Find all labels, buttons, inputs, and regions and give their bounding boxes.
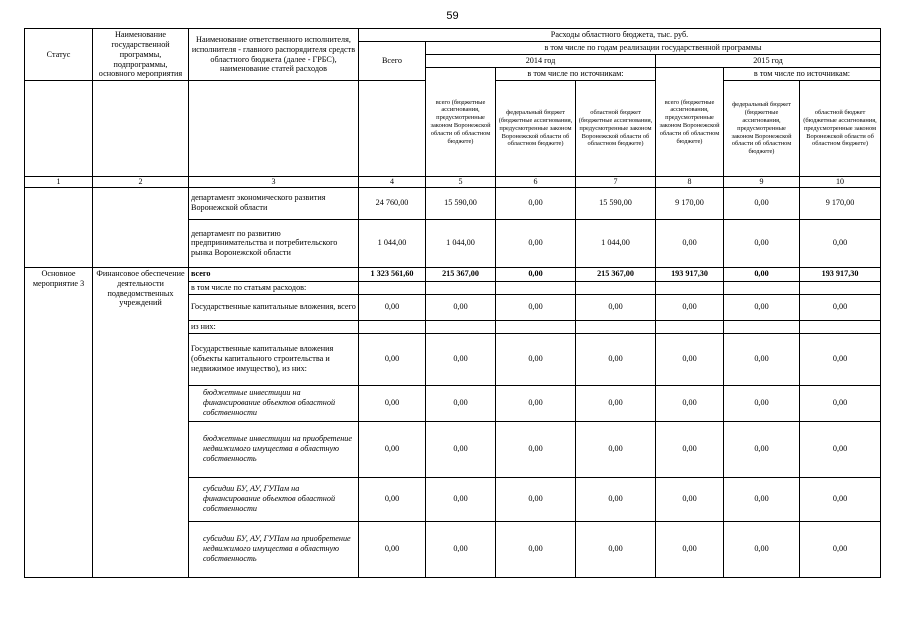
column-number: 1 [25, 177, 93, 188]
cell-value: 0,00 [800, 219, 881, 267]
cell-total: 1 323 561,60 [359, 267, 426, 281]
cell-value: 0,00 [496, 333, 576, 385]
cell-value: 0,00 [426, 333, 496, 385]
row-label: департамент экономического развития Воронежской области [189, 187, 359, 219]
cell-value: 1 044,00 [426, 219, 496, 267]
cell-value: 15 590,00 [426, 187, 496, 219]
table-row [25, 267, 881, 281]
cell-value: 0,00 [656, 385, 724, 421]
table-row [25, 219, 881, 267]
cell-value: 0,00 [576, 385, 656, 421]
cell-total: 1 044,00 [359, 219, 426, 267]
cell-value: 0,00 [724, 421, 800, 477]
cell-value: 0,00 [724, 294, 800, 320]
table-row [25, 187, 881, 219]
group-status: Основное мероприятие 3 [25, 267, 93, 577]
column-number: 4 [359, 177, 426, 188]
column-number: 8 [656, 177, 724, 188]
cell-value: 0,00 [800, 333, 881, 385]
column-number: 9 [724, 177, 800, 188]
cell-value: 0,00 [724, 187, 800, 219]
header-col8: всего (бюджетные ассигнования, предусмотренные законом Воронежской области об областном бюджете) [656, 67, 724, 176]
row-label: департамент по развитию предпринимательства и потребительского рынка Воронежской области [189, 219, 359, 267]
cell-value: 0,00 [656, 333, 724, 385]
header-col7: областной бюджет (бюджетные ассигнования, предусмотренные законом Воронежской области об областном бюджете) [576, 81, 656, 177]
header-by-sources-2014: в том числе по источникам: [496, 67, 656, 80]
cell-value: 0,00 [800, 385, 881, 421]
cell-value: 0,00 [576, 421, 656, 477]
cell-value: 193 917,30 [656, 267, 724, 281]
header-by-years: в том числе по годам реализации государственной программы [426, 41, 881, 54]
cell-value: 0,00 [496, 477, 576, 521]
column-number: 5 [426, 177, 496, 188]
row-label: Государственные капитальные вложения (объекты капитального строительства и недвижимое имущество), из них: [189, 333, 359, 385]
header-executor: Наименование ответственного исполнителя, исполнителя - главного распорядителя средств областного бюджета (далее - ГРБС), наименование статей расходов [189, 29, 359, 81]
cell-value: 0,00 [576, 333, 656, 385]
cell-total: 0,00 [359, 421, 426, 477]
cell-value: 0,00 [576, 477, 656, 521]
cell-value: 0,00 [724, 477, 800, 521]
cell-value: 0,00 [496, 385, 576, 421]
header-by-sources-2015: в том числе по источникам: [724, 67, 881, 80]
header-status: Статус [25, 29, 93, 81]
cell-value: 0,00 [426, 477, 496, 521]
row-label: бюджетные инвестиции на приобретение недвижимого имущества в областную собственность [189, 421, 359, 477]
header-col9: федеральный бюджет (бюджетные ассигнования, предусмотренные законом Воронежской области об областном бюджете) [724, 81, 800, 177]
cell-value: 15 590,00 [576, 187, 656, 219]
row-label: субсидии БУ, АУ, ГУПам на приобретение недвижимого имущества в областную собственность [189, 521, 359, 577]
cell-value: 0,00 [724, 521, 800, 577]
cell-value: 0,00 [426, 385, 496, 421]
column-number: 10 [800, 177, 881, 188]
cell-value: 0,00 [656, 219, 724, 267]
column-number-row [25, 177, 881, 188]
cell-total: 0,00 [359, 521, 426, 577]
header-year-2015: 2015 год [656, 55, 881, 68]
cell-value: 0,00 [496, 219, 576, 267]
header-total: Всего [359, 41, 426, 80]
header-program-name: Наименование государственной программы, подпрограммы, основного мероприятия [93, 29, 189, 81]
cell-value: 0,00 [656, 294, 724, 320]
cell-value: 0,00 [800, 521, 881, 577]
row-label: субсидии БУ, АУ, ГУПам на финансирование объектов областной собственности [189, 477, 359, 521]
cell-value: 9 170,00 [656, 187, 724, 219]
cell-value: 0,00 [426, 421, 496, 477]
cell-value: 0,00 [656, 477, 724, 521]
cell-value: 0,00 [426, 521, 496, 577]
cell-value: 0,00 [800, 477, 881, 521]
cell-value: 0,00 [426, 294, 496, 320]
cell-value: 0,00 [656, 521, 724, 577]
cell-value: 0,00 [576, 294, 656, 320]
row-label: в том числе по статьям расходов: [189, 281, 359, 294]
cell-value: 0,00 [496, 294, 576, 320]
cell-total: 24 760,00 [359, 187, 426, 219]
cell-value: 0,00 [656, 421, 724, 477]
cell-value: 0,00 [800, 294, 881, 320]
cell-value: 193 917,30 [800, 267, 881, 281]
row-label: всего [189, 267, 359, 281]
header-col5: всего (бюджетные ассигнования, предусмотренные законом Воронежской области об областном бюджете) [426, 67, 496, 176]
column-number: 7 [576, 177, 656, 188]
cell-value: 0,00 [724, 333, 800, 385]
row-label: бюджетные инвестиции на финансирование объектов областной собственности [189, 385, 359, 421]
header-year-2014: 2014 год [426, 55, 656, 68]
column-number: 2 [93, 177, 189, 188]
cell-value: 215 367,00 [576, 267, 656, 281]
cell-value: 0,00 [724, 219, 800, 267]
cell-value: 0,00 [724, 385, 800, 421]
cell-value: 0,00 [496, 521, 576, 577]
cell-value: 0,00 [496, 187, 576, 219]
cell-value: 0,00 [576, 521, 656, 577]
row-label: Государственные капитальные вложения, всего [189, 294, 359, 320]
cell-total: 0,00 [359, 477, 426, 521]
group-name: Финансовое обеспечение деятельности подведомственных учреждений [93, 267, 189, 577]
header-col10: областной бюджет (бюджетные ассигнования, предусмотренные законом Воронежской области об областном бюджете) [800, 81, 881, 177]
cell-value: 1 044,00 [576, 219, 656, 267]
header-expenses-title: Расходы областного бюджета, тыс. руб. [359, 29, 881, 42]
cell-total: 0,00 [359, 294, 426, 320]
cell-value: 0,00 [800, 421, 881, 477]
cell-value: 0,00 [496, 421, 576, 477]
header-col6: федеральный бюджет (бюджетные ассигнования, предусмотренные законом Воронежской области об областном бюджете) [496, 81, 576, 177]
cell-value: 0,00 [496, 267, 576, 281]
column-number: 6 [496, 177, 576, 188]
cell-value: 9 170,00 [800, 187, 881, 219]
cell-value: 0,00 [724, 267, 800, 281]
cell-total: 0,00 [359, 385, 426, 421]
row-label: из них: [189, 320, 359, 333]
cell-value: 215 367,00 [426, 267, 496, 281]
page-number: 59 [446, 10, 459, 22]
budget-table [24, 28, 881, 578]
cell-total: 0,00 [359, 333, 426, 385]
column-number: 3 [189, 177, 359, 188]
